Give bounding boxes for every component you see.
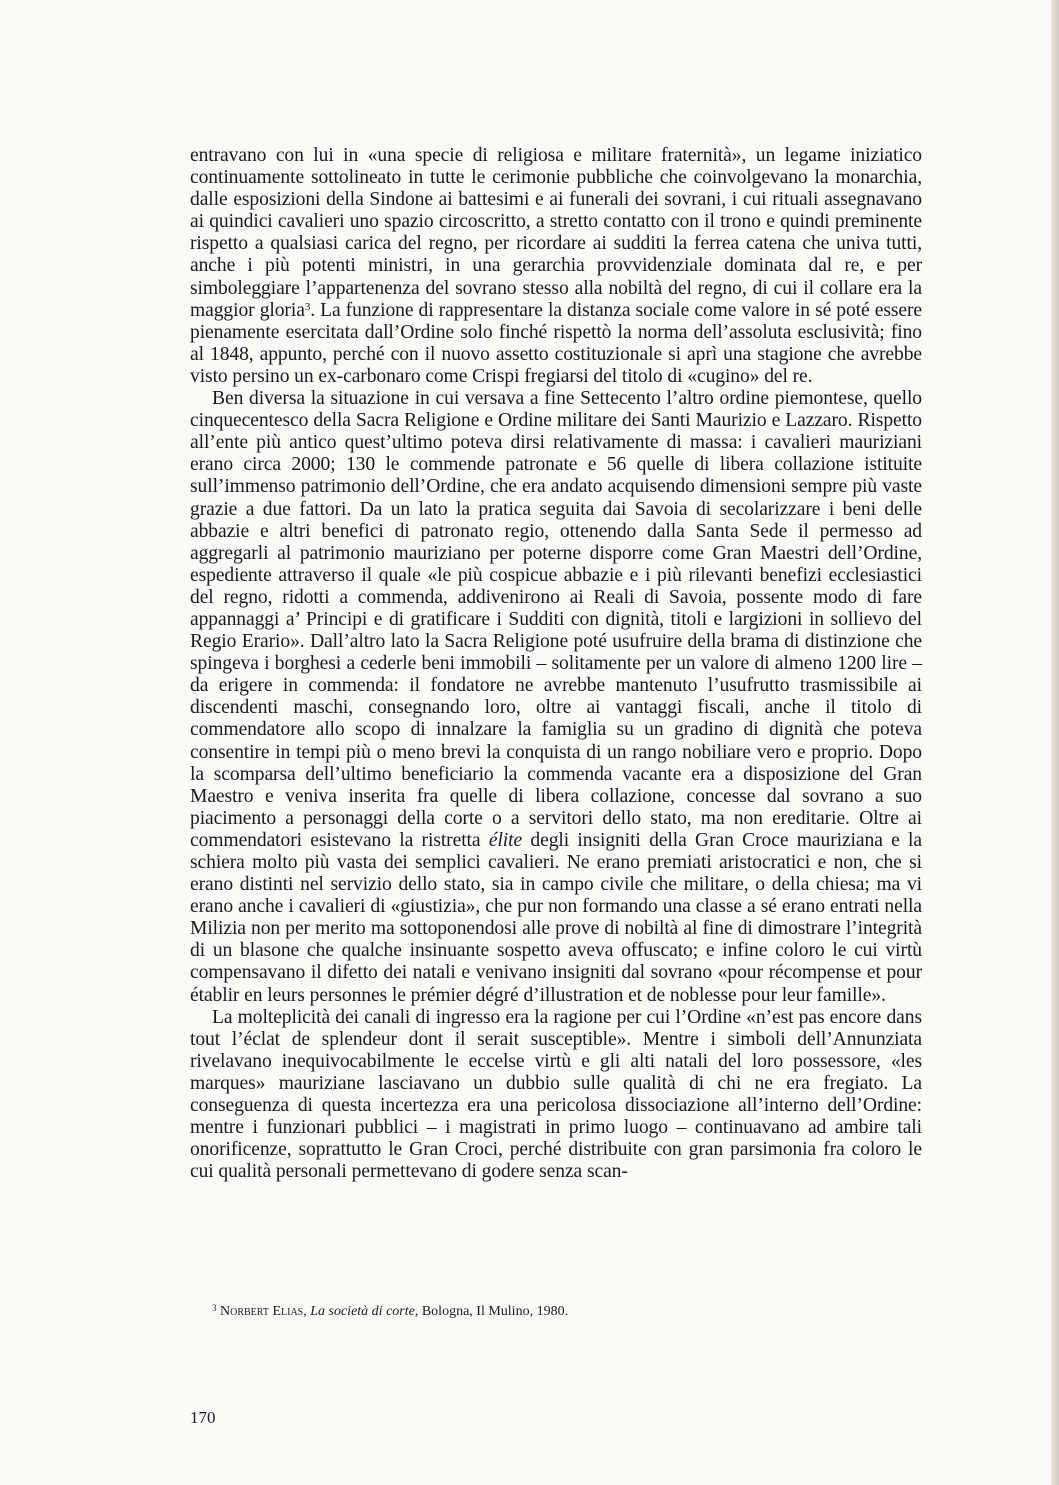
italic-elite: élite	[488, 829, 523, 851]
paragraph-1	[190, 145, 922, 388]
footnote-number: 3	[212, 1303, 217, 1313]
footnote-reference: 3	[304, 300, 311, 313]
paragraph-1-text: entravano con lui in «una specie di religiosa e militare fraternità», un legame iniziatico continuamente sottolineato in tutte le cerimonie pubbliche che coinvolgevano la monarchia, dalle esposizioni della Sindone ai battesimi e ai funerali dei sovrani, i cui rituali assegnavano ai quindici cavalieri uno spazio circoscritto, a stretto contatto con il trono e quindi preminente rispetto a qualsiasi carica del regno, per ricordare ai sudditi la ferrea catena che univa tutti, anche i più potenti ministri, in una gerarchia provvidenziale dominata dal re, e per simboleggiare l’appartenenza del sovrano stesso alla nobiltà del regno, di cui il collare era la maggior gloria	[190, 145, 922, 321]
footnote-separator: ,	[303, 1304, 311, 1319]
footnote	[190, 1302, 570, 1322]
footnote-author: Norbert Elias	[220, 1304, 304, 1319]
paragraph-1-tail: . La funzione di rappresentare la distanza sociale come valore in sé poté essere pienamente esercitata dall’Ordine solo finché rispettò la norma dell’assoluta esclusività; fino al 1848, appunto, perché con il nuovo assetto costituzionale si aprì una stagione che avrebbe visto persino un ex-carbonaro come Crispi fregiarsi del titolo di «cugino» del re.	[190, 299, 923, 387]
page-number: 170	[190, 1408, 216, 1427]
paragraph-2	[190, 388, 922, 1007]
page-edge-shadow	[1051, 0, 1059, 1485]
paragraph-2-text-b: degli insigniti della Gran Croce mauriziana e la schiera molto più vasta dei semplici cavalieri. Ne erano premiati aristocratici e non, che si erano distinti nel servizio dello stato, sia in campo civile che militare, o della chiesa; ma vi erano anche i cavalieri di «giustizia», che pur non formando una classe a sé erano entrati nella Milizia non per merito ma sottoponendosi alle prove di nobiltà al fine di dimostrare l’integrità di un blasone che qualche insinuante sospetto aveva offuscato; e infine coloro le cui virtù compensavano il difetto dei natali e venivano insigniti dal sovrano «pour récompense et pour établir en leurs personnes le prémier dégré d’illustration et de noblesse pour leur famille».	[190, 829, 923, 1006]
paragraph-2-text-a: Ben diversa la situazione in cui versava a fine Settecento l’altro ordine piemontese, quello cinquecentesco della Sacra Religione e Ordine militare dei Santi Maurizio e Lazzaro. Rispetto all’ente più antico quest’ultimo poteva dirsi relativamente di massa: i cavalieri mauriziani erano circa 2000; 130 le commende patronate e 56 quelle di libera collazione istituite sull’immenso patrimonio dell’Ordine, che era andato acquisendo dimensioni sempre più vaste grazie a due fattori. Da un lato la pratica seguita dai Savoia di secolarizzare i beni delle abbazie e altri benefici di patronato regio, ottenendo dalla Santa Sede il permesso ad aggregarli al patrimonio mauriziano per poterne disporre come Gran Maestri dell’Ordine, espediente attraverso il quale «le più cospicue abbazie e i più rilevanti benefizi ecclesiastici del regno, ridotti a commenda, addivenirono ai Reali di Savoia, possente modo di fare appannaggi a’ Principi e di gratificare i Sudditi con dignità, titoli e largizioni in sollievo del Regio Erario». Dall’altro lato la Sacra Religione poté usufruire della brama di distinzione che spingeva i borghesi a cederle beni immobili – solitamente per un valore di almeno 1200 lire – da erigere in commenda: il fondatore ne avrebbe mantenuto l’usufrutto trasmissibile ai discendenti maschi, consegnando loro, oltre ai vantaggi fiscali, anche il titolo di commendatore allo scopo di innalzare la famiglia su un gradino di dignità che poteva consentire in tempi più o meno brevi la conquista di un rango nobiliare vero e proprio. Dopo la scomparsa dell’ultimo beneficiario la commenda vacante era a disposizione del Gran Maestro e veniva inserita fra quelle di libera collazione, concesse dal sovrano a suo piacimento a personaggi della corte o a servitori dello stato, ma non ereditarie. Oltre ai commendatori esistevano la ristretta	[190, 388, 922, 851]
main-text	[190, 145, 922, 1183]
footnote-title: La società di corte	[310, 1304, 415, 1319]
paragraph-3: La molteplicità dei canali di ingresso era la ragione per cui l’Ordine «n’est pas encore dans tout l’éclat de splendeur dont il serait susceptible». Mentre i simboli dell’Annunziata rivelavano inequivocabilmente le eccelse virtù e gli alti natali del loro possessore, «les marques» mauriziane lasciavano un dubbio sulle qualità di chi ne era fregiato. La conseguenza di questa incertezza era una pericolosa dissociazione all’interno dell’Ordine: mentre i funzionari pubblici – i magistrati in primo luogo – continuavano ad ambire tali onorificenze, soprattutto le Gran Croci, perché distribuite con gran parsimonia fra coloro le cui qualità personali permettevano di godere senza scan-	[190, 1006, 922, 1183]
footnote-rest: , Bologna, Il Mulino, 1980.	[414, 1304, 569, 1319]
